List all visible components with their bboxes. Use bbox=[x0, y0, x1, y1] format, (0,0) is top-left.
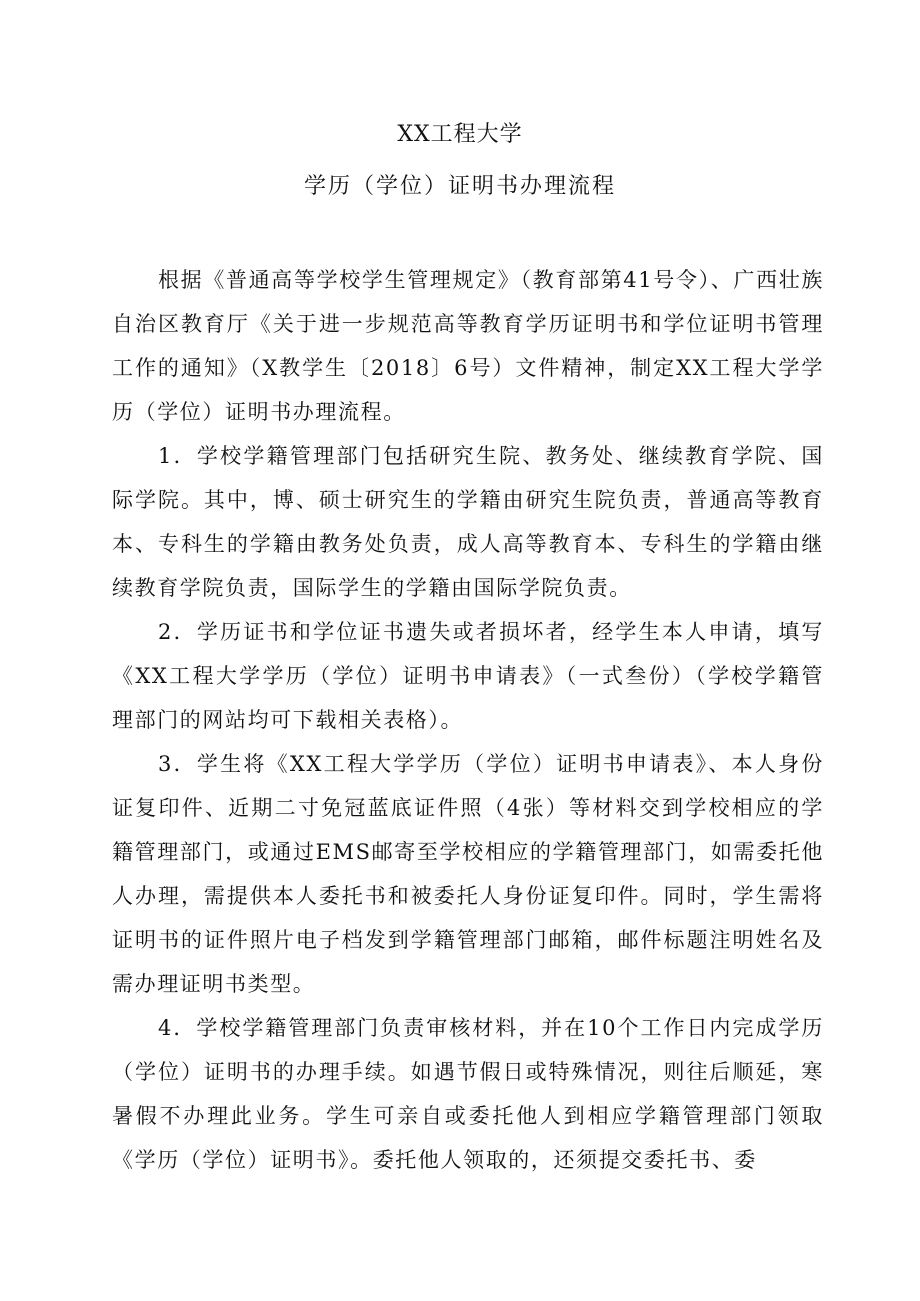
paragraph-item-4: 4．学校学籍管理部门负责审核材料，并在10个工作日内完成学历（学位）证明书的办理手续。如遇节假日或特殊情况，则往后顺延，寒暑假不办理此业务。学生可亲自或委托他人到相应学籍管理部门领取《学历（学位）证明书》。委托他人领取的，还须提交委托书、委 bbox=[112, 1016, 824, 1172]
paragraph-item-1: 1．学校学籍管理部门包括研究生院、教务处、继续教育学院、国际学院。其中，博、硕士研究生的学籍由研究生院负责，普通高等教育本、专科生的学籍由教务处负责，成人高等教育本、专科生的学籍由继续教育学院负责，国际学生的学籍由国际学院负责。 bbox=[112, 444, 824, 600]
document-body bbox=[112, 258, 824, 1182]
paragraph-item-2: 2．学历证书和学位证书遗失或者损坏者，经学生本人申请，填写《XX工程大学学历（学位）证明书申请表》（一式叁份）（学校学籍管理部门的网站均可下载相关表格）。 bbox=[112, 620, 824, 732]
paragraph-item-3: 3．学生将《XX工程大学学历（学位）证明书申请表》、本人身份证复印件、近期二寸免冠蓝底证件照（4张）等材料交到学校相应的学籍管理部门，或通过EMS邮寄至学校相应的学籍管理部门，如需委托他人办理，需提供本人委托书和被委托人身份证复印件。同时，学生需将证明书的证件照片电子档发到学籍管理部门邮箱，邮件标题注明姓名及需办理证明书类型。 bbox=[112, 752, 824, 996]
document-subtitle: 学历（学位）证明书办理流程 bbox=[303, 174, 616, 199]
paragraph-intro: 根据《普通高等学校学生管理规定》（教育部第41号令）、广西壮族自治区教育厅《关于进一步规范高等教育学历证明书和学位证明书管理工作的通知》（X教学生〔2018〕6号）文件精神，制定XX工程大学学历（学位）证明书办理流程。 bbox=[112, 268, 824, 424]
document-title: XX工程大学 bbox=[397, 122, 523, 147]
